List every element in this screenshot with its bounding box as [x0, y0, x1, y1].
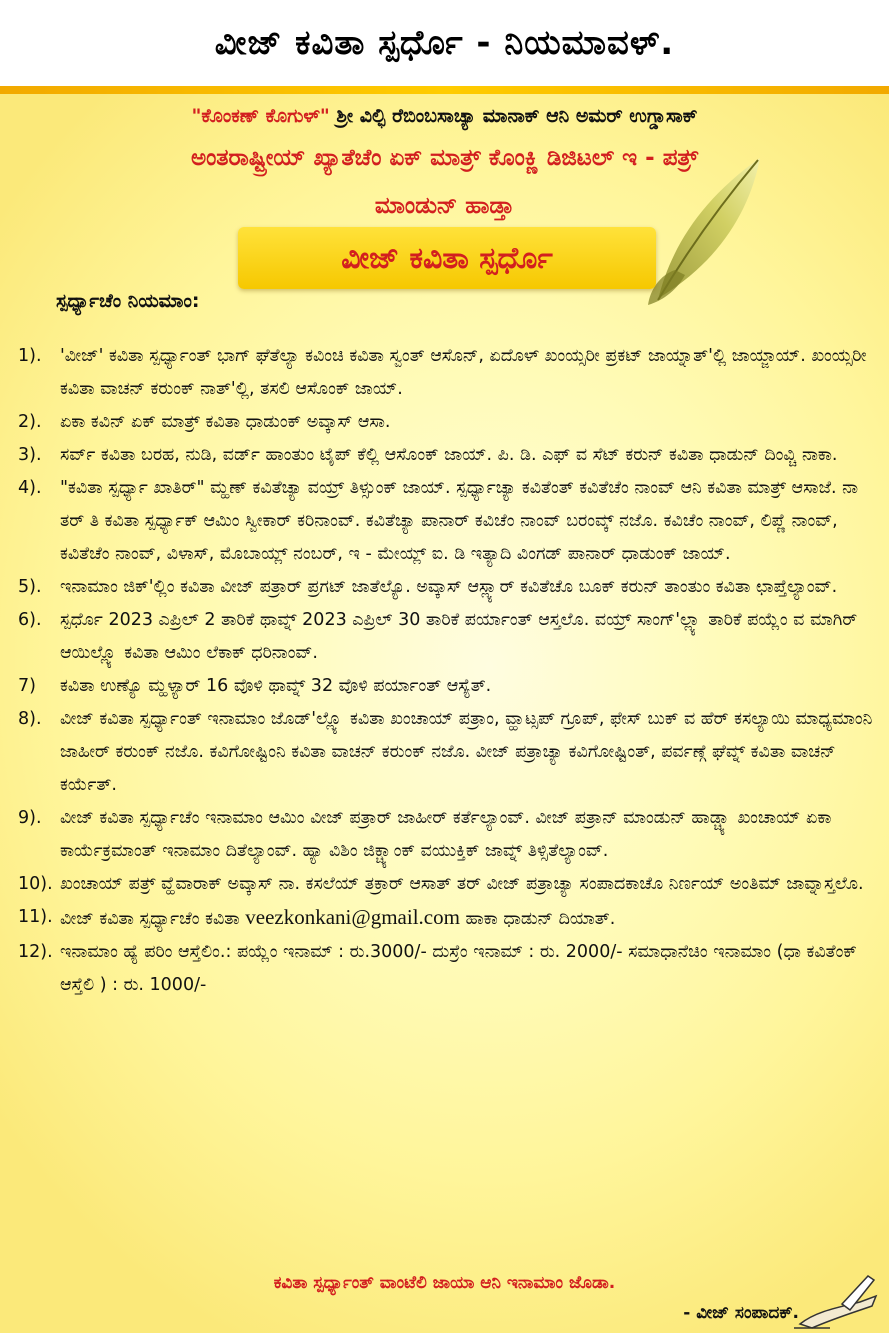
editor-signature: - ವೀಜ್ ಸಂಪಾದಕ್.: [683, 1303, 799, 1323]
rule-text: ಸ್ಪರ್ಧೊ 2023 ಎಪ್ರಿಲ್ 2 ತಾರಿಕೆ ಥಾವ್ನ್ 2023 ಎಪ್ರಿಲ್ 30 ತಾರಿಕೆ ಪರ್ಯಾಂತ್ ಆಸ್ತಲೊ. ವಯ್ರ್ ಸಾಂಗ್'ಲ್ಲ್ಯಾ ತಾರಿಕೆ ಪಯ್ಲೆಂ ವ ಮಾಗಿರ್ ಆಯಿಲ್ಲ್ಯೊ ಕವಿತಾ ಆಮಿಂ ಲೆಕಾಕ್ ಧರಿನಾಂವ್.: [60, 610, 858, 663]
rule-item: [18, 406, 878, 439]
intro-dedication: ಶ್ರೀ ವಿಲ್ಫಿ ರೆಬಿಂಬಸಾಚ್ಯಾ ಮಾನಾಕ್ ಆನಿ ಅಮರ್ ಉಗ್ಡಾಸಾಕ್: [329, 105, 698, 127]
rules-list: [18, 340, 878, 1002]
rule-item: [18, 901, 878, 936]
rule-item: [18, 340, 878, 406]
rule-text-after-email: ಹಾಕಾ ಧಾಡುನ್ ದಿಯಾತ್.: [459, 909, 616, 929]
contact-email[interactable]: veezkonkani@gmail.com: [245, 905, 460, 929]
rule-item: [18, 802, 878, 868]
rule-number: 9).: [18, 808, 42, 828]
rule-number: 6).: [18, 610, 42, 630]
rule-text: "ಕವಿತಾ ಸ್ಪರ್ಧ್ಯಾ ಖಾತಿರ್" ಮ್ಹಣ್ ಕವಿತೆಚ್ಯಾ ವಯ್ರ್ ತಿಳ್ಸುಂಕ್ ಜಾಯ್. ಸ್ಪರ್ಧ್ಯಾಚ್ಯಾ ಕವಿತೆಂತ್ ಕವಿತೆಚೆಂ ನಾಂವ್ ಆನಿ ಕವಿತಾ ಮಾತ್ರ್ ಆಸಾಜೆ. ನಾ ತರ್ ತಿ ಕವಿತಾ ಸ್ಪರ್ಧ್ಯಾಕ್ ಆಮಿಂ ಸ್ವೀಕಾರ್ ಕರಿನಾಂವ್. ಕವಿತೆಚ್ಯಾ ಪಾನಾರ್ ಕವಿಚೆಂ ನಾಂವ್ ಬರಂವ್ಕ್ ನಜೊ. ಕವಿಚೆಂ ನಾಂವ್, ಲಿಪ್ಣೆ ನಾಂವ್, ಕವಿತೆಚೆಂ ನಾಂವ್, ವಿಳಾಸ್, ಮೊಬಾಯ್ಲ್ ನಂಬರ್, ಇ - ಮೇಯ್ಲ್ ಐ. ಡಿ ಇತ್ಯಾದಿ ವಿಂಗಡ್ ಪಾನಾರ್ ಧಾಡುಂಕ್ ಜಾಯ್.: [60, 478, 859, 564]
rule-item: [18, 604, 878, 670]
rule-text: ಇನಾಮಾಂ ಜಿಕ್'ಲ್ಲಿಂ ಕವಿತಾ ವೀಜ್ ಪತ್ರಾರ್ ಪ್ರಗಟ್ ಜಾತೆಲ್ಯೊ. ಅವ್ಕಾಸ್ ಆಸ್ಲ್ಯಾರ್ ಕವಿತೆಚೊ ಬೂಕ್ ಕರುನ್ ತಾಂತುಂ ಕವಿತಾ ಛಾಪ್ತೆಲ್ಯಾಂವ್.: [60, 577, 838, 597]
rule-number: 4).: [18, 478, 42, 498]
rule-text-before-email: ವೀಜ್ ಕವಿತಾ ಸ್ಪರ್ಧ್ಯಾಚೆಂ ಕವಿತಾ: [60, 909, 246, 929]
rule-number: 3).: [18, 445, 42, 465]
rule-item: [18, 571, 878, 604]
rule-number: 12).: [18, 942, 53, 962]
rule-number: 11).: [18, 907, 53, 927]
rule-item: [18, 868, 878, 901]
banner-title: ವೀಜ್ ಕವಿತಾ ಸ್ಪರ್ಧೊ: [341, 240, 553, 276]
rule-text: [60, 901, 878, 936]
header-divider: [0, 86, 889, 94]
rule-text: ವೀಜ್ ಕವಿತಾ ಸ್ಪರ್ಧ್ಯಾಂತ್ ಇನಾಮಾಂ ಜೊಡ್'ಲ್ಲ್ಯೊ ಕವಿತಾ ಖಂಚಾಯ್ ಪತ್ರಾಂ, ವ್ಹಾಟ್ಸಪ್ ಗ್ರೂಪ್, ಫೇಸ್ ಬುಕ್ ವ ಹೆರ್ ಕಸಲ್ಯಾಯಿ ಮಾಧ್ಯಮಾಂನಿ ಜಾಹೀರ್ ಕರುಂಕ್ ನಜೊ. ಕವಿಗೋಷ್ಟಿಂನಿ ಕವಿತಾ ವಾಚನ್ ಕರುಂಕ್ ನಜೊ. ವೀಜ್ ಪತ್ರಾಚ್ಯಾ ಕವಿಗೋಷ್ಟಿಂತ್, ಪರ್ವಣ್ಗೆ ಘೆವ್ನ್ ಕವಿತಾ ವಾಚನ್ ಕರ್ಯೆತ್.: [60, 709, 873, 795]
rule-item: [18, 703, 878, 802]
rule-number: 10).: [18, 874, 53, 894]
rule-text: ಇನಾಮಾಂ ಹ್ಯೆ ಪರಿಂ ಆಸ್ತೆಲಿಂ.: ಪಯ್ಲೆಂ ಇನಾಮ್ : ರು.3000/- ದುಸ್ರೆಂ ಇನಾಮ್ : ರು. 2000/- ಸಮಾಧಾನೆಚಿಂ ಇನಾಮಾಂ (ಧಾ ಕವಿತೆಂಕ್ ಆಸ್ತೆಲಿ ) : ರು. 1000/-: [60, 942, 857, 995]
rule-item: [18, 936, 878, 1002]
intro-line-2: ಅಂತರಾಷ್ಟ್ರೀಯ್ ಖ್ಯಾತೆಚೆಂ ಏಕ್ ಮಾತ್ರ್ ಕೊಂಕ್ಣಿ ಡಿಜಿಟಲ್ ಇ - ಪತ್ರ್: [190, 145, 699, 171]
rule-number: 7): [18, 676, 36, 696]
rule-text: ಏಕಾ ಕವಿನ್ ಏಕ್ ಮಾತ್ರ್ ಕವಿತಾ ಧಾಡುಂಕ್ ಅವ್ಕಾಸ್ ಆಸಾ.: [60, 412, 391, 432]
rule-text: 'ವೀಜ್' ಕವಿತಾ ಸ್ಪರ್ಧ್ಯಾಂತ್ ಭಾಗ್ ಘೆತೆಲ್ಯಾ ಕವಿಂಚಿ ಕವಿತಾ ಸ್ವಂತ್ ಆಸೊನ್, ಏದೊಳ್ ಖಂಯ್ಸರೀ ಪ್ರಕಟ್ ಜಾಯ್ನಾತ್'ಲ್ಲಿ ಜಾಯ್ಜಾಯ್. ಖಂಯ್ಸರೀ ಕವಿತಾ ವಾಚನ್ ಕರುಂಕ್ ನಾತ್'ಲ್ಲಿ, ತಸಲಿ ಆಸೊಂಕ್ ಜಾಯ್.: [60, 346, 867, 399]
title-header: [0, 0, 889, 89]
page-title: ವೀಜ್ ಕವಿತಾ ಸ್ಪರ್ಧೊ - ನಿಯಮಾವಳ್.: [214, 23, 675, 63]
intro-line-1: [0, 105, 889, 127]
rule-text: ಖಂಚಾಯ್ ಪತ್ರ್ ವ್ಹೆವಾರಾಕ್ ಅವ್ಕಾಸ್ ನಾ. ಕಸಲೆಯ್ ತಕ್ರಾರ್ ಆಸಾತ್ ತರ್ ವೀಜ್ ಪತ್ರಾಚ್ಯಾ ಸಂಪಾದಕಾಚೊ ನಿರ್ಣಯ್ ಅಂತಿಮ್ ಜಾವ್ನಾಸ್ತಲೊ.: [60, 874, 864, 894]
feather-quill-icon: [640, 150, 770, 310]
rule-text: ವೀಜ್ ಕವಿತಾ ಸ್ಪರ್ಧ್ಯಾಚೆಂ ಇನಾಮಾಂ ಆಮಿಂ ವೀಜ್ ಪತ್ರಾರ್ ಜಾಹೀರ್ ಕರ್ತೆಲ್ಯಾಂವ್. ವೀಜ್ ಪತ್ರಾನ್ ಮಾಂಡುನ್ ಹಾಡ್ಚ್ಯಾ ಖಂಚಾಯ್ ಏಕಾ ಕಾರ್ಯೆಕ್ರಮಾಂತ್ ಇನಾಮಾಂ ದಿತೆಲ್ಯಾಂವ್. ಹ್ಯಾ ವಿಶಿಂ ಜಿಕ್ಚ್ಯಾಂಕ್ ವಯುಕ್ತಿಕ್ ಜಾವ್ನ್ ತಿಳ್ಸಿತೆಲ್ಯಾಂವ್.: [60, 808, 832, 861]
footer-message: ಕವಿತಾ ಸ್ಪರ್ಧ್ಯಾಂತ್ ವಾಂಟೆಲಿ ಜಾಯಾ ಆನಿ ಇನಾಮಾಂ ಜೊಡಾ.: [273, 1273, 616, 1293]
rule-number: 8).: [18, 709, 42, 729]
rule-number: 2).: [18, 412, 42, 432]
rule-item: [18, 439, 878, 472]
intro-quoted-name: "ಕೊಂಕಣ್ ಕೊಗುಳ್": [191, 105, 330, 127]
rule-number: 5).: [18, 577, 42, 597]
rule-item: [18, 472, 878, 571]
rules-heading: ಸ್ಪರ್ಧ್ಯಾಚೆಂ ನಿಯಮಾಂ:: [56, 290, 200, 312]
contest-banner: [238, 227, 656, 289]
rule-number: 1).: [18, 346, 42, 366]
hand-writing-pen-icon: [790, 1272, 880, 1330]
rule-item: [18, 670, 878, 703]
rule-text: ಸರ್ವ್ ಕವಿತಾ ಬರಹ, ನುಡಿ, ವರ್ಡ್ ಹಾಂತುಂ ಟೈಪ್ ಕೆಲ್ಲಿ ಆಸೊಂಕ್ ಜಾಯ್. ಪಿ. ಡಿ. ಎಫ್ ವ ಸೆಟ್ ಕರುನ್ ಕವಿತಾ ಧಾಡುನ್ ದಿಂವ್ಚಿ ನಾಕಾ.: [60, 445, 838, 465]
intro-line-3: ಮಾಂಡುನ್ ಹಾಡ್ತಾ: [374, 193, 515, 219]
rule-text: ಕವಿತಾ ಉಣ್ಯೊ ಮ್ಹಳ್ಯಾರ್ 16 ವೊಳಿ ಥಾವ್ನ್ 32 ವೊಳಿ ಪರ್ಯಾಂತ್ ಆಸ್ಯೆತ್.: [60, 676, 492, 696]
